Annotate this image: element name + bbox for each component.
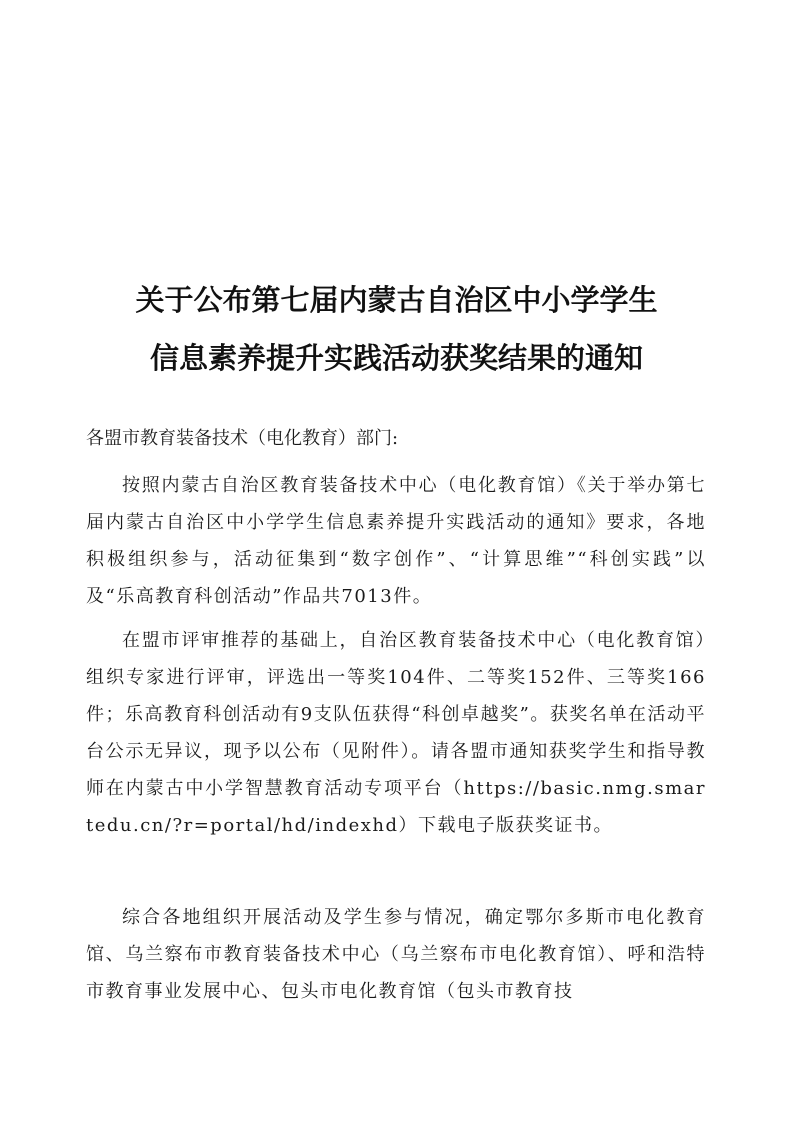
- document-title-line-1: 关于公布第七届内蒙古自治区中小学学生: [135, 283, 658, 317]
- paragraph-2: 在盟市评审推荐的基础上，自治区教育装备技术中心（电化教育馆）组织专家进行评审，评选出一等奖104件、二等奖152件、三等奖166件；乐高教育科创活动有9支队伍获得“科创卓越奖”。获奖名单在活动平台公示无异议，现予以公布（见附件）。请各盟市通知获奖学生和指导教师在内蒙古中小学智慧教育活动专项平台（https://basic.nmg.smartedu.cn/?r=portal/hd/indexhd）下载电子版获奖证书。: [86, 630, 706, 836]
- document-title-line-2: 信息素养提升实践活动获奖结果的通知: [149, 341, 643, 375]
- paragraph-1: 按照内蒙古自治区教育装备技术中心（电化教育馆）《关于举办第七届内蒙古自治区中小学学生信息素养提升实践活动的通知》要求，各地积极组织参与，活动征集到“数字创作”、“计算思维”“科创实践”以及“乐高教育科创活动”作品共7013件。: [86, 475, 706, 607]
- salutation: 各盟市教育装备技术（电化教育）部门:: [86, 428, 399, 449]
- paragraph-3: 综合各地组织开展活动及学生参与情况，确定鄂尔多斯市电化教育馆、乌兰察布市教育装备技术中心（乌兰察布市电化教育馆）、呼和浩特市教育事业发展中心、包头市电化教育馆（包头市教育技: [86, 907, 706, 1002]
